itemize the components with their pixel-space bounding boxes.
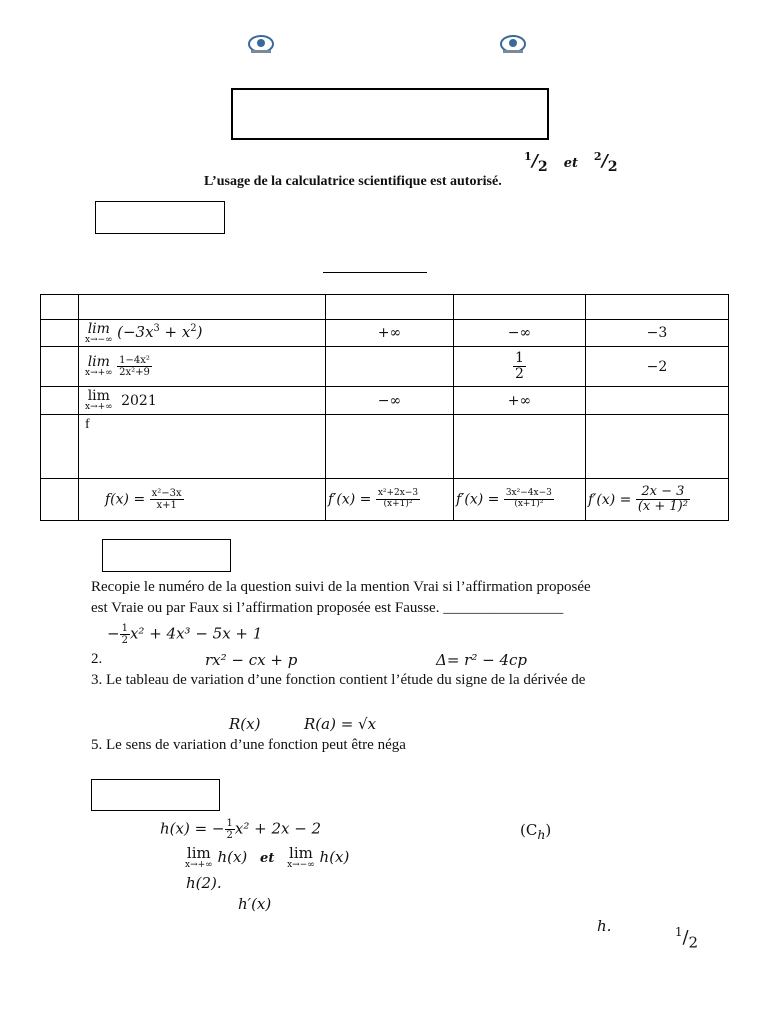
question-2-label: 2. <box>91 651 103 667</box>
page-footer: $^1/_2$ <box>675 925 699 952</box>
emblem-icon <box>498 33 528 55</box>
exercise2-box <box>102 539 231 572</box>
function-h: h(x) = − $\frac{1}{2}$ x² + 2x − 2 <box>160 818 322 841</box>
instruction-line-2: est Vraie ou par Faux si l’affirmation proposée est Fausse. ________________ <box>91 600 564 616</box>
h-dot: h. <box>597 917 612 935</box>
qcm-table <box>40 294 729 521</box>
instruction-line-1: Recopie le numéro de la question suivi de la mention Vrai si l’affirmation proposée <box>91 579 591 595</box>
question-2-delta: Δ= r² − 4cp <box>436 651 528 669</box>
section-underline <box>323 272 427 273</box>
exercise1-box <box>95 201 225 234</box>
h-of-2: h(2). <box>186 874 222 892</box>
question-5: 5. Le sens de variation d’une fonction peut être néga <box>91 737 406 753</box>
limits-h: lim x→+∞ h(x) et lim x→−∞ h(x) <box>185 844 350 870</box>
question-4-a: R(x) <box>229 715 261 733</box>
curve-label: $(C_h)$ <box>520 821 552 842</box>
question-4-b: R(a) = √x <box>304 715 377 733</box>
question-2-expr: rx² − cx + p <box>205 651 298 669</box>
table-header-row <box>41 295 729 320</box>
calculator-note: L’usage de la calculatrice scientifique est autorisé. <box>204 174 502 189</box>
table-row: lim x→−∞ $(-3x^3 + x^2)$ +∞ −∞ −3 <box>41 320 729 347</box>
page-count: $^1/_2$ et $^2/_2$ <box>524 150 618 176</box>
exercise3-box <box>91 779 220 811</box>
table-row: f(x) = $\frac{\text{x²−3x}}{x+1}$ f′(x) = $\frac{\text{x²+2x−3}}{\text{(x+1)²}}$ f′(x) = $\frac{\text{3x²−4x−3}}{\text{(x+1)²}}$ f′(x) = $\frac{2x - 3}{\text{(x + 1)²}}$ <box>41 479 729 521</box>
question-1: − $\frac{1}{2}$ x² + 4x³ − 5x + 1 <box>107 623 263 646</box>
emblem-icon <box>246 33 276 55</box>
h-prime: h′(x) <box>238 895 272 913</box>
title-box <box>231 88 549 140</box>
question-3: 3. Le tableau de variation d’une fonction contient l’étude du signe de la dérivée de <box>91 672 586 688</box>
table-row: f <box>41 415 729 479</box>
table-row: lim x→+∞ $\frac{\text{1−4x²}}{\text{2x²+9}}$ $\frac{1}{2}$ −2 <box>41 347 729 387</box>
table-row: lim x→+∞ 2021 −∞ +∞ <box>41 387 729 415</box>
